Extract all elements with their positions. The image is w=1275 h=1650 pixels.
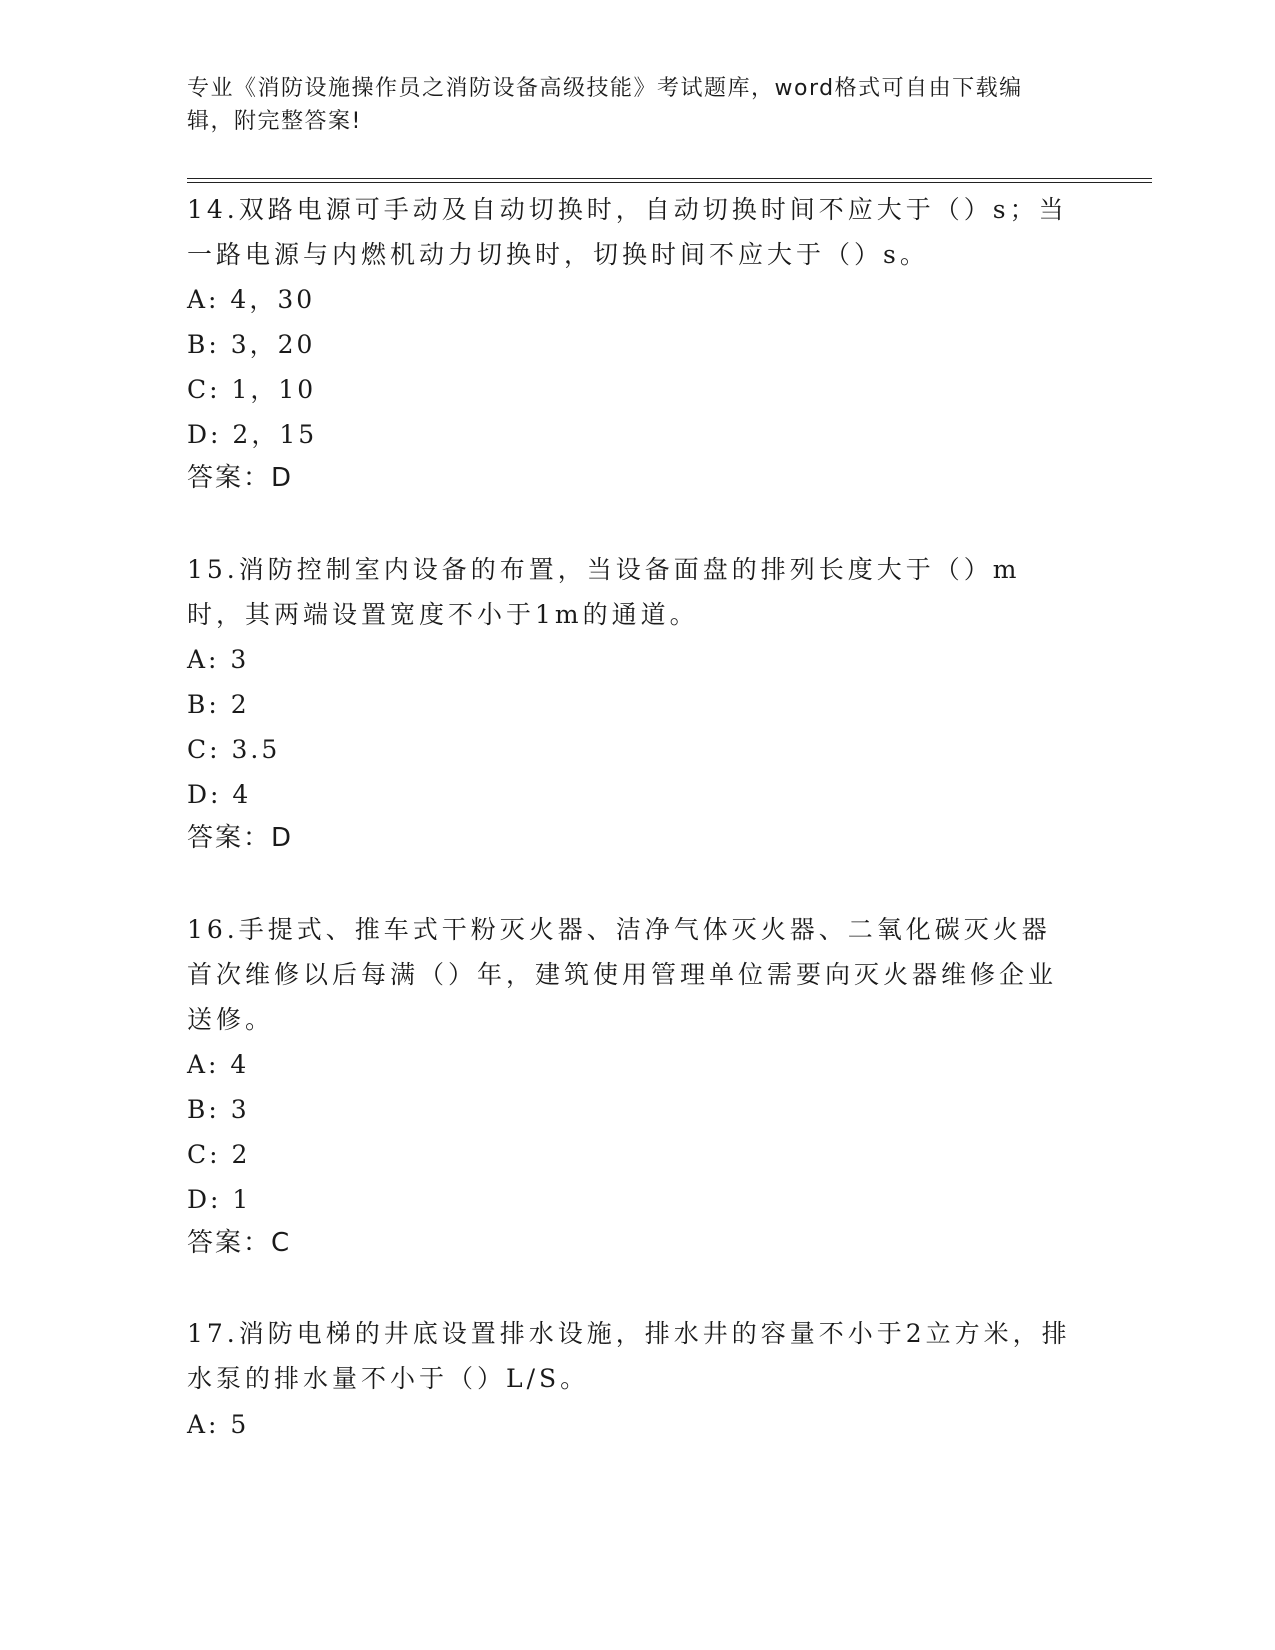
question-14-option-d: D: 2，15: [187, 420, 318, 449]
question-16-option-c: C: 2: [187, 1140, 251, 1169]
question-16-answer: 答案：C: [187, 1228, 292, 1258]
question-15-option-d: D: 4: [187, 780, 252, 809]
question-16-option-a: A: 4: [187, 1050, 250, 1079]
question-17-option-a: A: 5: [187, 1410, 250, 1439]
question-15-answer: 答案：D: [187, 823, 294, 853]
question-14-answer: 答案：D: [187, 463, 294, 493]
question-16-stem: 16.手提式、推车式干粉灭火器、洁净气体灭火器、二氧化碳灭火器首次维修以后每满（）年，建筑使用管理单位需要向灭火器维修企业送修。: [187, 915, 1058, 1034]
question-14-stem: 14.双路电源可手动及自动切换时，自动切换时间不应大于（）s；当一路电源与内燃机动力切换时，切换时间不应大于（）s。: [187, 195, 1068, 269]
document-header: 专业《消防设施操作员之消防设备高级技能》考试题库，word格式可自由下载编辑，附完整答案!: [187, 76, 1023, 134]
question-16-option-d: D: 1: [187, 1185, 252, 1214]
question-15-option-c: C: 3.5: [187, 735, 281, 764]
header-divider-bottom: [187, 182, 1152, 183]
question-16-option-b: B: 3: [187, 1095, 250, 1124]
question-14-option-c: C: 1，10: [187, 375, 317, 404]
question-14-option-b: B: 3，20: [187, 330, 316, 359]
question-14-option-a: A: 4，30: [187, 285, 316, 314]
header-divider-top: [187, 178, 1152, 179]
question-15-stem: 15.消防控制室内设备的布置，当设备面盘的排列长度大于（）m时，其两端设置宽度不小于1m的通道。: [187, 555, 1021, 629]
question-15-option-b: B: 2: [187, 690, 250, 719]
question-15-option-a: A: 3: [187, 645, 250, 674]
question-17-stem: 17.消防电梯的井底设置排水设施，排水井的容量不小于2立方米，排水泵的排水量不小于（）L/S。: [187, 1319, 1071, 1393]
